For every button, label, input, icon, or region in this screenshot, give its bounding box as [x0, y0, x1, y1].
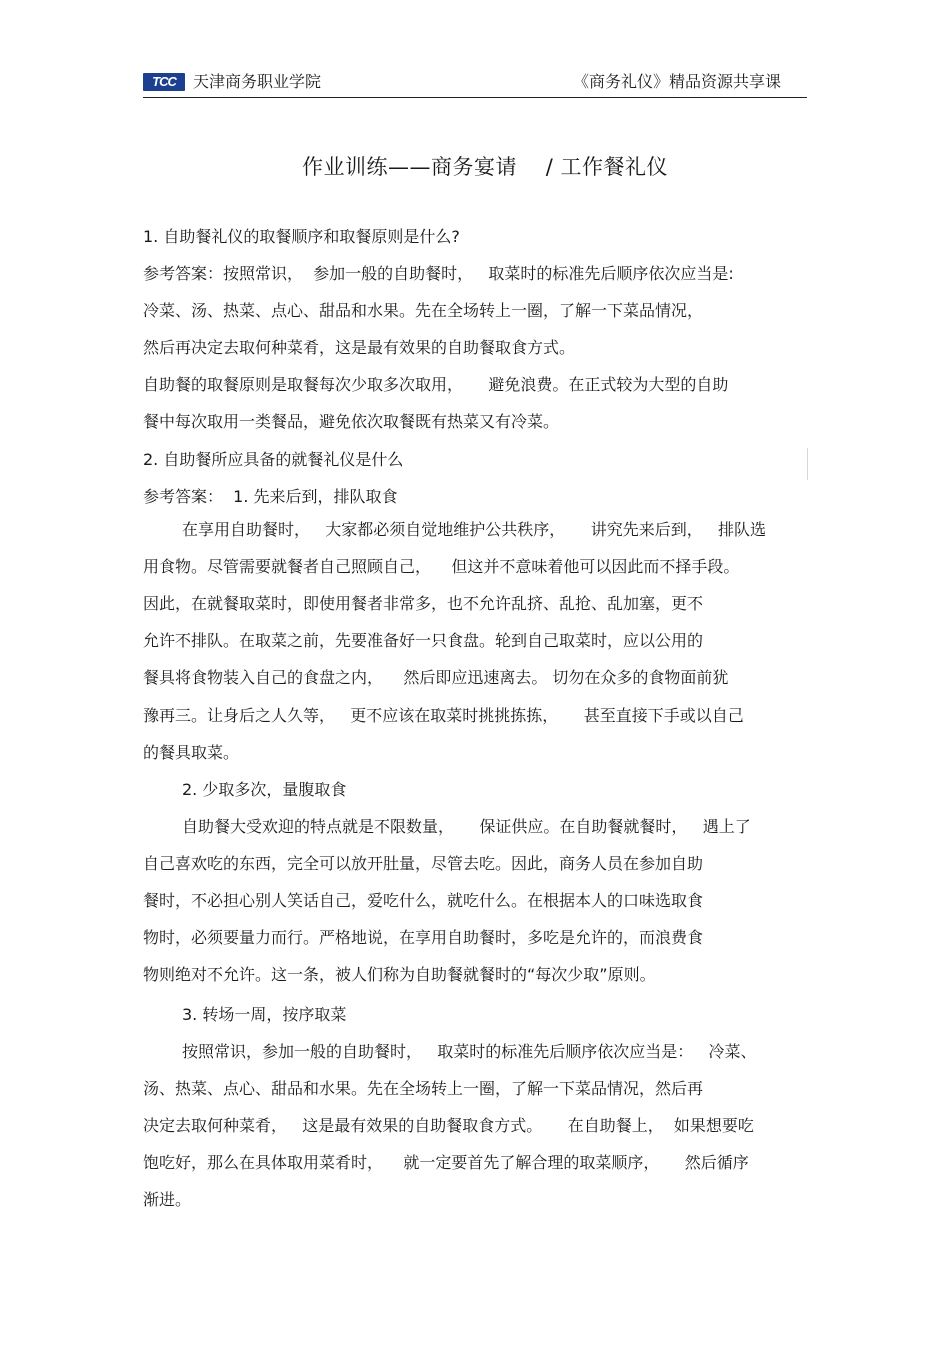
page-header [143, 68, 807, 98]
school-name: 天津商务职业学院 [193, 72, 322, 91]
subheading-2: 2. 少取多次，量腹取食 [182, 780, 347, 799]
answer-2-line: 因此，在就餐取菜时，即使用餐者非常多，也不允许乱挤、乱抢、乱加塞，更不 [143, 594, 704, 613]
answer-2-line: 的餐具取菜。 [143, 743, 240, 762]
subheading-3: 3. 转场一周，按序取菜 [182, 1005, 347, 1024]
answer-2-line: 饱吃好，那么在具体取用菜肴时， 就一定要首先了解合理的取菜顺序， 然后循序 [143, 1153, 749, 1172]
course-name: 《商务礼仪》精品资源共享课 [572, 72, 781, 91]
answer-2-heading: 参考答案： 1. 先来后到，排队取食 [143, 487, 398, 506]
page-title: 作业训练——商务宴请 / 工作餐礼仪 [302, 155, 668, 179]
answer-2-line: 自己喜欢吃的东西，完全可以放开肚量，尽管去吃。因此，商务人员在参加自助 [143, 854, 704, 873]
question-1: 1. 自助餐礼仪的取餐顺序和取餐原则是什么? [143, 227, 460, 246]
answer-2-line: 物则绝对不允许。这一条，被人们称为自助餐就餐时的“每次少取”原则。 [143, 965, 656, 984]
question-2: 2. 自助餐所应具备的就餐礼仪是什么 [143, 450, 404, 469]
school-logo: TCC [143, 73, 185, 91]
answer-1-line: 自助餐的取餐原则是取餐每次少取多次取用， 避免浪费。在正式较为大型的自助 [143, 375, 729, 394]
answer-1-line: 冷菜、汤、热菜、点心、甜品和水果。先在全场转上一圈，了解一下菜品情况， [143, 301, 704, 320]
answer-2-line: 豫再三。让身后之人久等， 更不应该在取菜时挑挑拣拣， 甚至直接下手或以自己 [143, 706, 744, 725]
answer-2-line: 餐时，不必担心别人笑话自己，爱吃什么，就吃什么。在根据本人的口味选取食 [143, 891, 704, 910]
answer-2-line: 物时，必须要量力而行。严格地说，在享用自助餐时，多吃是允许的，而浪费食 [143, 928, 704, 947]
header-divider [143, 97, 807, 98]
answer-2-line: 用食物。尽管需要就餐者自己照顾自己， 但这并不意味着他可以因此而不择手段。 [143, 557, 740, 576]
answer-2-line: 自助餐大受欢迎的特点就是不限数量， 保证供应。在自助餐就餐时， 遇上了 [182, 817, 751, 836]
answer-1-line: 餐中每次取用一类餐品，避免依次取餐既有热菜又有冷菜。 [143, 412, 560, 431]
answer-1-line: 然后再决定去取何种菜肴，这是最有效果的自助餐取食方式。 [143, 338, 576, 357]
answer-2-line: 汤、热菜、点心、甜品和水果。先在全场转上一圈，了解一下菜品情况，然后再 [143, 1079, 704, 1098]
answer-1-line: 参考答案：按照常识， 参加一般的自助餐时， 取菜时的标准先后顺序依次应当是: [143, 264, 734, 283]
answer-2-line: 按照常识，参加一般的自助餐时， 取菜时的标准先后顺序依次应当是： 冷菜、 [182, 1042, 757, 1061]
answer-2-line: 在享用自助餐时， 大家都必须自觉地维护公共秩序， 讲究先来后到， 排队选 [182, 520, 766, 539]
answer-2-line: 餐具将食物装入自己的食盘之内， 然后即应迅速离去。 切勿在众多的食物面前犹 [143, 668, 729, 687]
answer-2-line: 决定去取何种菜肴， 这是最有效果的自助餐取食方式。 在自助餐上， 如果想要吃 [143, 1116, 754, 1135]
margin-line [807, 448, 808, 480]
answer-2-line: 允许不排队。在取菜之前，先要准备好一只食盘。轮到自己取菜时，应以公用的 [143, 631, 704, 650]
answer-2-line: 渐进。 [143, 1190, 192, 1209]
